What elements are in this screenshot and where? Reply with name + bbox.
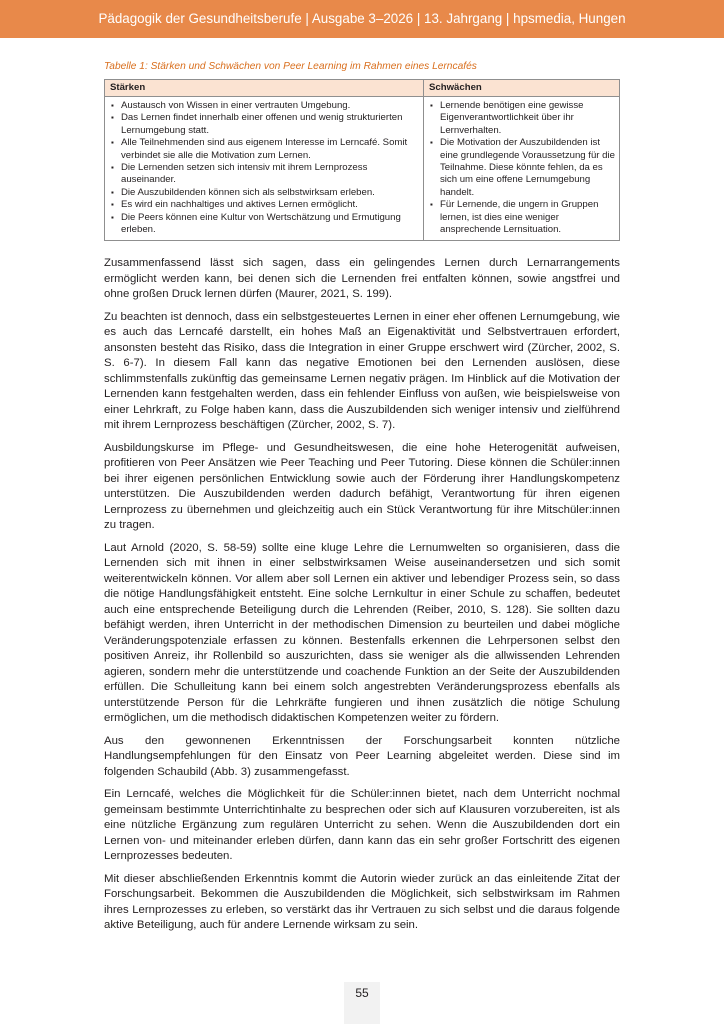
table-row [105,97,620,241]
list-item: ▪ Die Auszubildenden können sich als selbstwirksam erleben. [110,187,420,199]
weaknesses-cell [424,97,620,241]
strengths-weaknesses-table [104,79,620,241]
column-header-strengths: Stärken [105,80,424,97]
paragraph: Zusammenfassend lässt sich sagen, dass ein gelingendes Lernen durch Lernarrangements ermöglicht werden kann, bei denen sich die Lernenden frei entfalten können, sowie angstfrei und ohne großen Druck lernen dürfen (Maurer, 2021, S. 199). [104,257,620,300]
page-number: 55 [344,982,380,1024]
list-item: ▪ Lernende benötigen eine gewisse Eigenverantwortlichkeit über ihr Lernverhalten. [429,100,616,137]
strengths-cell [105,97,424,241]
article-body [104,256,620,941]
list-item: ▪ Die Lernenden setzen sich intensiv mit ihrem Lernprozess auseinander. [110,162,420,187]
paragraph: Laut Arnold (2020, S. 58-59) sollte eine kluge Lehre die Lernumwelten so organisieren, dass die Lernenden sich mit ihnen in einer selbstwirksamen Weise auseinandersetzen und sich somit weiterentwickeln können. Vor allem aber soll Lernen ein aktiver und lebendiger Prozess sein, so dass die nötige Handlungsfähigkeit entsteht. Eine solche Lernkultur in einer Schule zu schaffen, bedeutet auch eine entsprechende Beteiligung durch die Lehrenden (Reiber, 2010, S. 128). Sie sollten dazu befähigt werden, ihren Unterricht in der methodischen Dimension zu beurteilen und dabei mögliche Veränderungspotenziale erfassen zu können. Bestenfalls erkennen die Lehrpersonen selbst den positiven Anreiz, ihr Rollenbild so auszurichten, dass sie weniger als die allwissenden Lehrenden agieren, sondern mehr die unterstützende und coachende Funktion an der Seite der Auszubildenden erfüllen. Die Schulleitung kann bei einem solch angestrebten Veränderungsprozess ebenfalls als unterstützende Person für die Lehrkräfte fungieren und ihnen zusätzlich die nötige Schulung ermöglichen, um die methodisch didaktischen Kompetenzen weiter zu fördern. [104,541,620,724]
table-header-row [105,80,620,97]
list-item: ▪ Die Peers können eine Kultur von Wertschätzung und Ermutigung erleben. [110,212,420,237]
running-header: Pädagogik der Gesundheitsberufe | Ausgabe 3–2026 | 13. Jahrgang | hpsmedia, Hungen [0,0,724,38]
strengths-list [110,100,420,236]
list-item: ▪ Das Lernen findet innerhalb einer offenen und wenig strukturierten Lernumgebung statt. [110,112,420,137]
paragraph: Mit dieser abschließenden Erkenntnis kommt die Autorin wieder zurück an das einleitende Zitat der Forschungsarbeit. Bekommen die Auszubildenden die Möglichkeit, sich selbstwirksam im Rahmen ihres Lernprozesses zu erleben, so verstärkt das ihr Vertrauen zu sich selbst und die daraus folgende aktive Beteiligung, auch für andere Lernende wirksam zu sein. [104,872,620,931]
paragraph: Ein Lerncafé, welches die Möglichkeit für die Schüler:innen bietet, nach dem Unterricht nochmal gemeinsam bestimmte Unterrichtinhalte zu besprechen oder sich auf Klausuren vorzubereiten, ist als eine nützliche Ergänzung zum regulären Unterricht zu sehen. Wenn die Auszubildenden dort ein Lernen von- und miteinander erleben dürfen, dann kann das ein sehr großer Fortschritt des eigenen Lernprozesses bedeuten. [104,788,620,862]
column-header-weaknesses: Schwächen [424,80,620,97]
paragraph: Zu beachten ist dennoch, dass ein selbstgesteuertes Lernen in einer eher offenen Lernumgebung, wie es auch das Lerncafé darstellt, ein hohes Maß an Eigenaktivität und Selbstvertrauen erfordert, ansonsten besteht das Risiko, dass die Integration in einer Gruppe erschwert wird (Zürcher, 2002, S. S. 6-7). In diesem Fall kann das negative Emotionen bei den Lernenden auslösen, diese schlimmstenfalls zukünftig das gemeinsame Lernen negativ prägen. Im Hinblick auf die Motivation der Lernenden kann festgehalten werden, dass ein fehlender Einfluss von außen, wie beispielsweise von einer Lehrkraft, zu Folge haben kann, dass die Auszubildenden sich weniger intensiv und zielführend mit ihrem Lernprozess beschäftigen (Zürcher, 2002, S. 7). [104,310,620,431]
list-item: ▪ Es wird ein nachhaltiges und aktives Lernen ermöglicht. [110,199,420,211]
list-item: ▪ Die Motivation der Auszubildenden ist eine grundlegende Voraussetzung für die Teilnahme. Diese könnte fehlen, da es sich um eine offene Lernumgebung handelt. [429,137,616,199]
paragraph: Aus den gewonnenen Erkenntnissen der Forschungsarbeit konnten nützliche Handlungsempfehlungen für den Einsatz von Peer Learning abgeleitet werden. Diese sind im folgenden Schaubild (Abb. 3) zusammengefasst. [104,734,620,778]
list-item: ▪ Austausch von Wissen in einer vertrauten Umgebung. [110,100,420,112]
list-item: ▪ Alle Teilnehmenden sind aus eigenem Interesse im Lerncafé. Somit verbindet sie alle die Motivation zum Lernen. [110,137,420,162]
list-item: ▪ Für Lernende, die ungern in Gruppen lernen, ist dies eine weniger ansprechende Lernsituation. [429,199,616,236]
weaknesses-list [429,100,616,236]
table-caption: Tabelle 1: Stärken und Schwächen von Peer Learning im Rahmen eines Lerncafés [104,61,477,72]
paragraph: Ausbildungskurse im Pflege- und Gesundheitswesen, die eine hohe Heterogenität aufweisen, profitieren von Peer Ansätzen wie Peer Teaching und Peer Tutoring. Diese können die Schüler:innen bei ihrer eigenen persönlichen Entwicklung sowie auch der Förderung ihrer Handlungskompetenz unterstützen. Die Auszubildenden werden dadurch befähigt, Verantwortung für ihren eigenen Lernprozess zu übernehmen und gleichzeitig auch ein Stück Verantwortung für ihre Mitschüler:innen zu tragen. [104,441,620,531]
